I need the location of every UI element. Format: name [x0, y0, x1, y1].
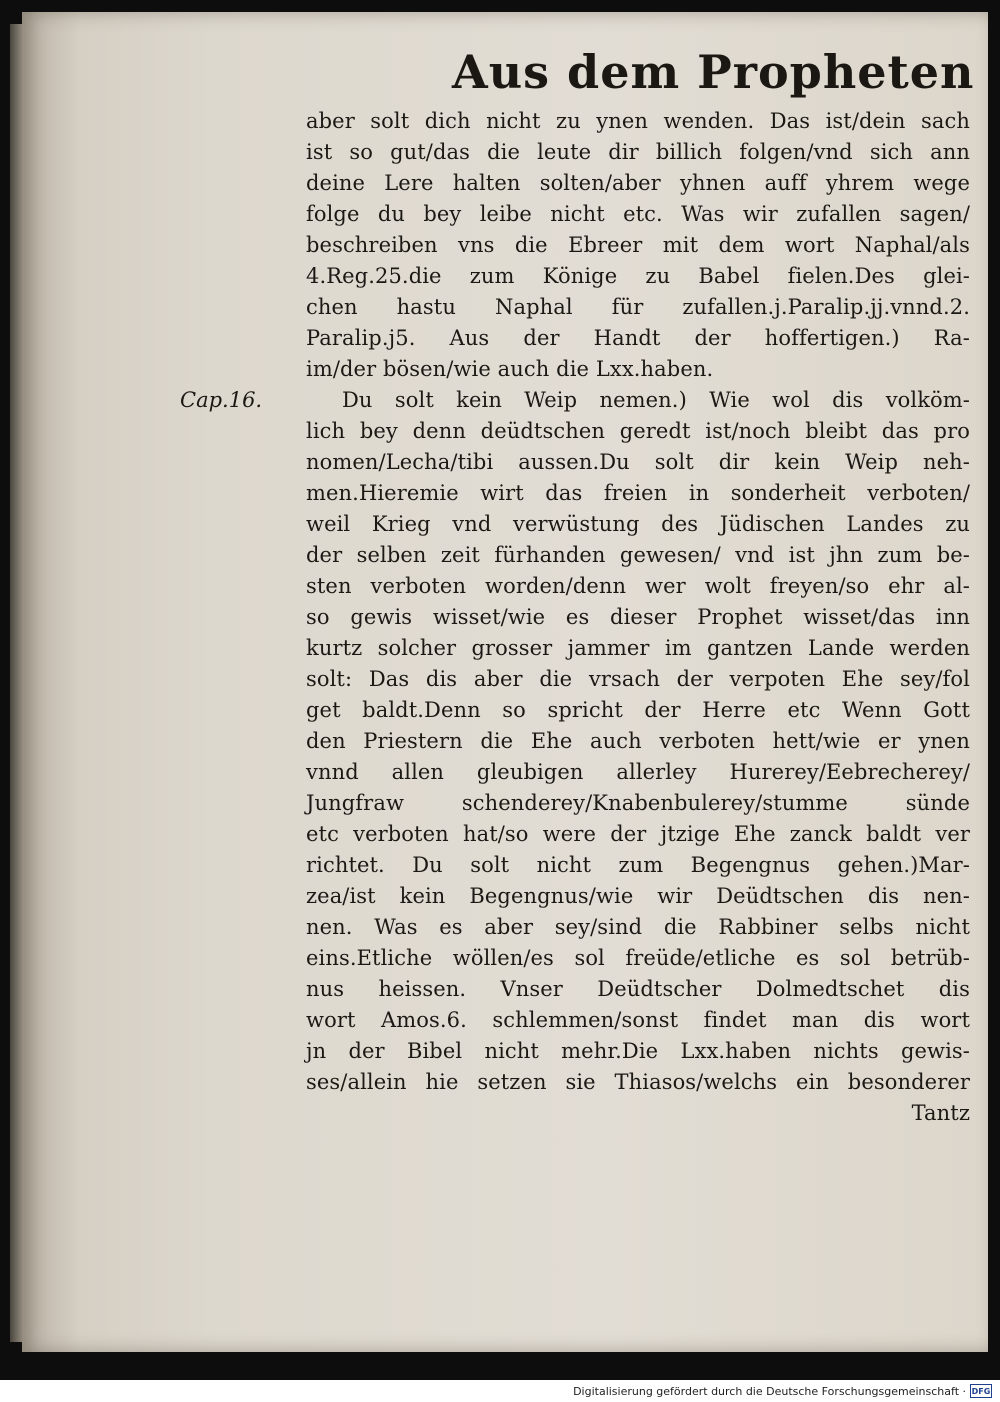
text-line: im/der bösen/wie auch die Lxx.haben.: [306, 357, 714, 381]
text-line: den Priestern die Ehe auch verboten hett/wie er ynen: [306, 729, 970, 753]
text-line: get baldt.Denn so spricht der Herre etc Wenn Gott: [306, 698, 970, 722]
text-line: vnnd allen gleubigen allerley Hurerey/Eebrecherey/: [306, 760, 970, 784]
text-line: men.Hieremie wirt das freien in sonderheit verboten/: [306, 481, 970, 505]
text-line: ses/allein hie setzen sie Thiasos/welchs ein besonderer: [306, 1070, 970, 1094]
text-line: weil Krieg vnd verwüstung des Jüdischen Landes zu: [306, 512, 970, 536]
text-line: nus heissen. Vnser Deüdtscher Dolmedtschet dis: [306, 977, 970, 1001]
text-line: folge du bey leibe nicht etc. Was wir zufallen sagen/: [306, 202, 970, 226]
text-line: eins.Etliche wöllen/es sol freüde/etliche es sol betrüb-: [306, 946, 970, 970]
text-line: chen hastu Naphal für zufallen.j.Paralip.jj.vnnd.2.: [306, 295, 970, 319]
text-line: nen. Was es aber sey/sind die Rabbiner selbs nicht: [306, 915, 970, 939]
text-line: 4.Reg.25.die zum Könige zu Babel fielen.Des glei-: [306, 264, 970, 288]
text-line: Jungfraw schenderey/Knabenbulerey/stumme sünde: [306, 791, 970, 815]
text-line: jn der Bibel nicht mehr.Die Lxx.haben nichts gewis-: [306, 1039, 970, 1063]
text-line: der selben zeit fürhanden gewesen/ vnd ist jhn zum be-: [306, 543, 970, 567]
text-line: solt: Das dis aber die vrsach der verpoten Ehe sey/fol: [306, 667, 970, 691]
text-line: ist so gut/das die leute dir billich folgen/vnd sich ann: [306, 140, 970, 164]
text-line: nomen/Lecha/tibi aussen.Du solt dir kein Weip neh-: [306, 450, 970, 474]
text-line: sten verboten worden/denn wer wolt freyen/so ehr al-: [306, 574, 970, 598]
text-line: zea/ist kein Begengnus/wie wir Deüdtschen dis nen-: [306, 884, 970, 908]
catchword: Tantz: [911, 1101, 970, 1125]
text-line: beschreiben vns die Ebreer mit dem wort Naphal/als: [306, 233, 970, 257]
running-head: Aus dem Propheten: [452, 45, 975, 99]
text-line: so gewis wisset/wie es dieser Prophet wisset/das inn: [306, 605, 970, 629]
text-line: wort Amos.6. schlemmen/sonst findet man dis wort: [306, 1008, 970, 1032]
text-line: kurtz solcher grosser jammer im gantzen Lande werden: [306, 636, 970, 660]
dfg-logo: DFG: [970, 1384, 992, 1398]
text-line: Du solt kein Weip nemen.) Wie wol dis volköm-: [342, 388, 970, 412]
body-text: [306, 106, 970, 1129]
text-line: Paralip.j5. Aus der Handt der hoffertigen.) Ra-: [306, 326, 970, 350]
text-line: etc verboten hat/so were der jtzige Ehe zanck baldt ver: [306, 822, 970, 846]
funding-credit: Digitalisierung gefördert durch die Deutsche Forschungsgemeinschaft ·: [573, 1385, 966, 1398]
margin-note: Cap.16.: [180, 388, 263, 412]
text-line: aber solt dich nicht zu ynen wenden. Das ist/dein sach: [306, 109, 970, 133]
text-line: deine Lere halten solten/aber yhnen auff yhrem wege: [306, 171, 970, 195]
text-line: lich bey denn deüdtschen geredt ist/noch bleibt das pro: [306, 419, 970, 443]
text-line: richtet. Du solt nicht zum Begengnus gehen.)Mar-: [306, 853, 970, 877]
